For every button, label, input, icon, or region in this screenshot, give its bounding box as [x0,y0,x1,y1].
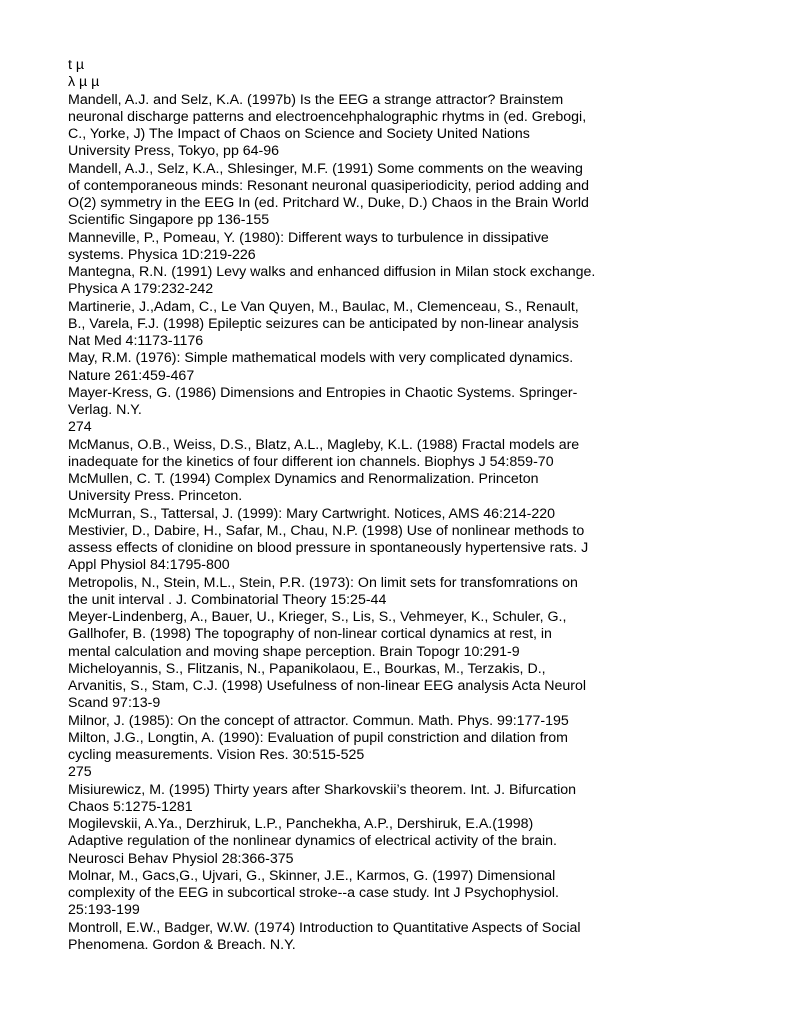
reference-text-line: O(2) symmetry in the EEG In (ed. Pritchard W., Duke, D.) Chaos in the Brain World [68,195,589,211]
reference-text-line: Mandell, A.J. and Selz, K.A. (1997b) Is the EEG a strange attractor? Brainstem [68,91,564,108]
reference-text-line: Scand 97:13-9 [68,695,161,712]
reference-text-line: of contemporaneous minds: Resonant neuronal quasiperiodicity, period adding and [68,177,590,194]
reference-text-line: McMurran, S., Tattersal, J. (1999): Mary Cartwright. Notices, AMS 46:214-220 [68,505,556,522]
reference-text-line: Metropolis, N., Stein, M.L., Stein, P.R. (1973): On limit sets for transfomrations on [68,574,578,591]
page-number: 274 [68,419,92,436]
reference-text-line: Verlag. N.Y. [68,402,142,418]
reference-text-line: Neurosci Behav Physiol 28:366-375 [68,850,294,867]
reference-text-line: Nat Med 4:1173-1176 [68,333,204,349]
reference-text-line: Milton, J.G., Longtin, A. (1990): Evaluation of pupil constriction and dilation from [68,729,568,746]
reference-text-line: Mayer-Kress, G. (1986) Dimensions and Entropies in Chaotic Systems. Springer- [68,384,578,401]
reference-text-line: Phenomena. Gordon & Breach. N.Y. [68,936,296,953]
header-symbols-line-2: λ µ µ [68,74,100,91]
reference-text-line: Scientific Singapore pp 136-155 [68,212,270,229]
reference-text-line: C., Yorke, J) The Impact of Chaos on Science and Society United Nations [68,126,530,142]
reference-text-line: the unit interval . J. Combinatorial Theory 15:25-44 [68,591,387,608]
reference-text-line: Gallhofer, B. (1998) The topography of non-linear cortical dynamics at rest, in [68,626,552,643]
reference-page [68,57,648,954]
reference-list [68,92,648,955]
reference-text-line: mental calculation and moving shape perception. Brain Topogr 10:291-9 [68,643,520,660]
reference-text-line: University Press. Princeton. [68,488,243,505]
reference-text-line: Mandell, A.J., Selz, K.A., Shlesinger, M.F. (1991) Some comments on the weaving [68,160,583,177]
reference-text-line: McMullen, C. T. (1994) Complex Dynamics and Renormalization. Princeton [68,471,539,487]
reference-text-line: Mantegna, R.N. (1991) Levy walks and enhanced diffusion in Milan stock exchange. [68,264,596,280]
reference-text-line: complexity of the EEG in subcortical stroke--a case study. Int J Psychophysiol. [68,885,559,901]
reference-text-line: Nature 261:459-467 [68,367,195,384]
reference-text-line: Chaos 5:1275-1281 [68,798,193,815]
reference-text-line: inadequate for the kinetics of four different ion channels. Biophys J 54:859-70 [68,453,554,470]
reference-text-line: 25:193-199 [68,902,140,919]
reference-text-line: Appl Physiol 84:1795-800 [68,557,230,574]
reference-text-line: Adaptive regulation of the nonlinear dynamics of electrical activity of the brain. [68,833,557,850]
reference-text-line: Mestivier, D., Dabire, H., Safar, M., Chau, N.P. (1998) Use of nonlinear methods to [68,522,585,539]
header-symbols-line-1: t µ [68,57,85,73]
reference-text-line: Arvanitis, S., Stam, C.J. (1998) Usefulness of non-linear EEG analysis Acta Neurol [68,678,587,694]
reference-text-line: neuronal discharge patterns and electroencehphalographic rhytms in (ed. Grebogi, [68,108,587,125]
reference-text-line: Molnar, M., Gacs,G., Ujvari, G., Skinner, J.E., Karmos, G. (1997) Dimensional [68,867,556,884]
reference-text-line: Manneville, P., Pomeau, Y. (1980): Different ways to turbulence in dissipative [68,229,549,246]
reference-text-line: Martinerie, J.,Adam, C., Le Van Quyen, M., Baulac, M., Clemenceau, S., Renault, [68,298,579,315]
reference-text-line: University Press, Tokyo, pp 64-96 [68,143,280,160]
reference-text-line: systems. Physica 1D:219-226 [68,246,256,263]
reference-text-line: cycling measurements. Vision Res. 30:515-525 [68,747,365,763]
reference-text-line: Micheloyannis, S., Flitzanis, N., Papanikolaou, E., Bourkas, M., Terzakis, D., [68,660,546,677]
reference-text-line: Milnor, J. (1985): On the concept of attractor. Commun. Math. Phys. 99:177-195 [68,712,569,729]
reference-text-line: Mogilevskii, A.Ya., Derzhiruk, L.P., Panchekha, A.P., Dershiruk, E.A.(1998) [68,816,534,832]
reference-text-line: Misiurewicz, M. (1995) Thirty years after Sharkovskii’s theorem. Int. J. Bifurcation [68,781,577,798]
reference-text-line: McManus, O.B., Weiss, D.S., Blatz, A.L., Magleby, K.L. (1988) Fractal models are [68,436,580,453]
reference-text-line: May, R.M. (1976): Simple mathematical models with very complicated dynamics. [68,350,574,367]
reference-text-line: assess effects of clonidine on blood pressure in spontaneously hypertensive rats. J [68,540,589,556]
reference-text-line: Meyer-Lindenberg, A., Bauer, U., Krieger, S., Lis, S., Vehmeyer, K., Schuler, G., [68,609,567,625]
reference-text-line: Physica A 179:232-242 [68,281,214,298]
reference-text-line: Montroll, E.W., Badger, W.W. (1974) Introduction to Quantitative Aspects of Social [68,919,581,936]
reference-text-line: B., Varela, F.J. (1998) Epileptic seizures can be anticipated by non-linear analysis [68,315,579,332]
page-number: 275 [68,764,92,781]
